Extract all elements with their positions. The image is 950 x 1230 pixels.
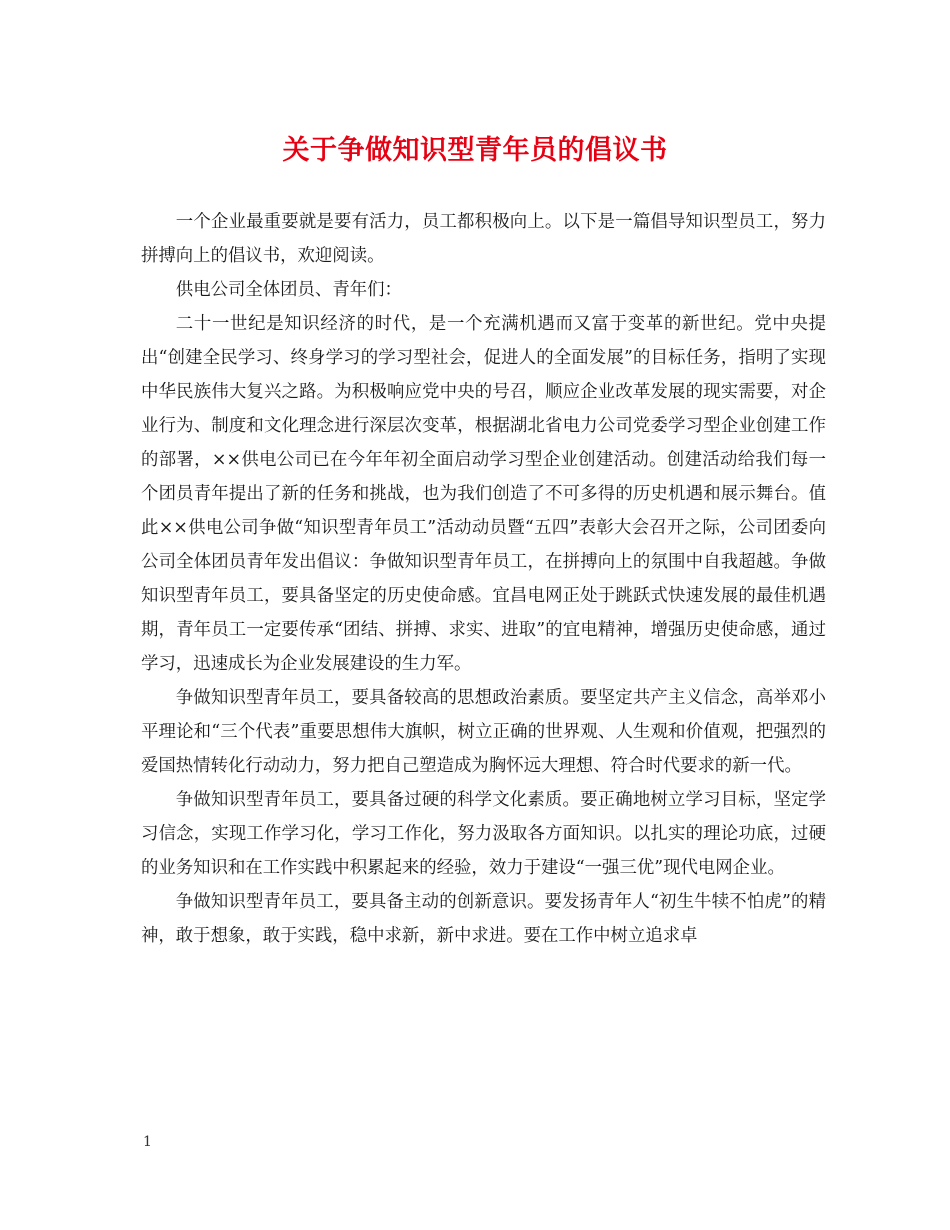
paragraph-intro: 一个企业最重要就是要有活力，员工都积极向上。以下是一篇倡导知识型员工，努力拼搏向上的倡议书，欢迎阅读。 [141, 212, 826, 266]
page-number: 1 [143, 1134, 152, 1150]
paragraph-political-quality: 争做知识型青年员工，要具备较高的思想政治素质。要坚定共产主义信念，高举邓小平理论和“三个代表”重要思想伟大旗帜，树立正确的世界观、人生观和价值观，把强烈的爱国热情转化行动动力，努力把自己塑造成为胸怀远大理想、符合时代要求的新一代。 [141, 688, 826, 776]
document-title: 关于争做知识型青年员的倡议书 [282, 135, 668, 166]
paragraph-salutation: 供电公司全体团员、青年们： [175, 280, 402, 300]
document-body [141, 205, 826, 953]
paragraph-innovation: 争做知识型青年员工，要具备主动的创新意识。要发扬青年人“初生牛犊不怕虎”的精神，敢于想象，敢于实践，稳中求新，新中求进。要在工作中树立追求卓 [141, 892, 826, 946]
paragraph-cultural-quality: 争做知识型青年员工，要具备过硬的科学文化素质。要正确地树立学习目标，坚定学习信念，实现工作学习化，学习工作化，努力汲取各方面知识。以扎实的理论功底，过硬的业务知识和在工作实践中积累起来的经验，效力于建设“一强三优”现代电网企业。 [141, 790, 826, 878]
paragraph-main: 二十一世纪是知识经济的时代，是一个充满机遇而又富于变革的新世纪。党中央提出“创建全民学习、终身学习的学习型社会，促进人的全面发展”的目标任务，指明了实现中华民族伟大复兴之路。为积极响应党中央的号召，顺应企业改革发展的现实需要，对企业行为、制度和文化理念进行深层次变革，根据湖北省电力公司党委学习型企业创建工作的部署，××供电公司已在今年年初全面启动学习型企业创建活动。创建活动给我们每一个团员青年提出了新的任务和挑战，也为我们创造了不可多得的历史机遇和展示舞台。值此××供电公司争做“知识型青年员工”活动动员暨“五四”表彰大会召开之际，公司团委向公司全体团员青年发出倡议：争做知识型青年员工，在拼搏向上的氛围中自我超越。争做知识型青年员工，要具备坚定的历史使命感。宜昌电网正处于跳跃式快速发展的最佳机遇期，青年员工一定要传承“团结、拼搏、求实、进取”的宜电精神，增强历史使命感，通过学习，迅速成长为企业发展建设的生力军。 [141, 314, 826, 674]
